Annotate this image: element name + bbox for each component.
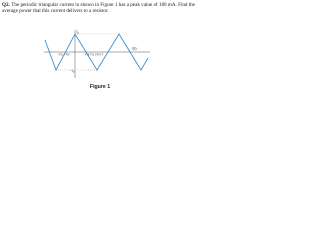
figure-caption: Figure 1 — [89, 84, 111, 90]
tick-labels-positive: T/4 T/2 3T/4 T — [85, 52, 104, 57]
tick-labels-negative: −T/2 −T/4 — [57, 52, 70, 57]
figure-1 — [0, 0, 200, 92]
triangular-current-plot — [0, 0, 200, 92]
neg-peak-label: $-I_p$ — [70, 69, 75, 74]
question-body: The periodic triangular current in shown in Figure 1 has a peak value of 180 mA. Find the average power that this current delivers to a resistor. — [2, 2, 195, 15]
x-axis-label: t(s) — [132, 46, 137, 51]
question-number: Q2. — [2, 2, 10, 8]
y-axis-label: ip — [76, 29, 79, 35]
